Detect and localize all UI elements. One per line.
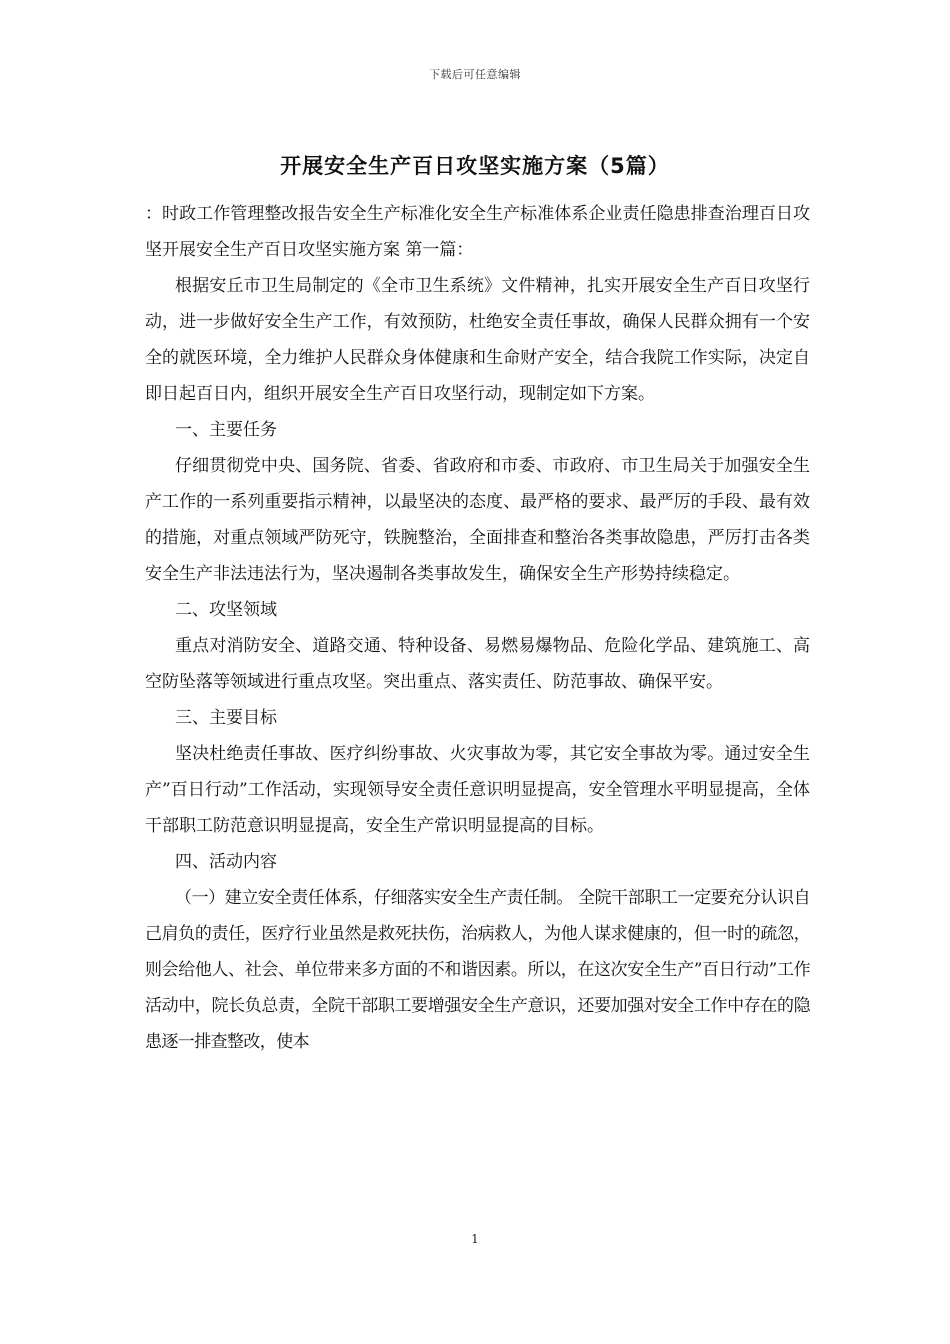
- section-heading: 二、攻坚领域: [175, 600, 277, 620]
- body-paragraph: 坚决杜绝责任事故、医疗纠纷事故、火灾事故为零，其它安全事故为零。通过安全生产”百日行动”工作活动，实现领导安全责任意识明显提高，安全管理水平明显提高，全体干部职工防范意识明显提高，安全生产常识明显提高的目标。: [145, 744, 810, 836]
- header-note: 下载后可任意编辑: [429, 68, 521, 81]
- body-paragraph: 根据安丘市卫生局制定的《全市卫生系统》文件精神，扎实开展安全生产百日攻坚行动，进一步做好安全生产工作，有效预防，杜绝安全责任事故，确保人民群众拥有一个安全的就医环境，全力维护人民群众身体健康和生命财产安全，结合我院工作实际，决定自即日起百日内，组织开展安全生产百日攻坚行动，现制定如下方案。: [145, 276, 810, 404]
- page-number: 1: [471, 1232, 479, 1246]
- body-paragraph: 仔细贯彻党中央、国务院、省委、省政府和市委、市政府、市卫生局关于加强安全生产工作的一系列重要指示精神，以最坚决的态度、最严格的要求、最严厉的手段、最有效的措施，对重点领域严防死守，铁腕整治，全面排查和整治各类事故隐患，严厉打击各类安全生产非法违法行为，坚决遏制各类事故发生，确保安全生产形势持续稳定。: [145, 456, 810, 584]
- intro-paragraph: ：时政工作管理整改报告安全生产标准化安全生产标准体系企业责任隐患排查治理百日攻坚开展安全生产百日攻坚实施方案 第一篇：: [145, 204, 810, 260]
- document-title: 开展安全生产百日攻坚实施方案（5篇）: [280, 154, 670, 178]
- section-heading: 三、主要目标: [175, 708, 277, 728]
- body-paragraph: 重点对消防安全、道路交通、特种设备、易燃易爆物品、危险化学品、建筑施工、高空防坠落等领域进行重点攻坚。突出重点、落实责任、防范事故、确保平安。: [145, 636, 810, 692]
- document-body: [145, 196, 810, 1060]
- body-paragraph: （一）建立安全责任体系，仔细落实安全生产责任制。 全院干部职工一定要充分认识自己肩负的责任，医疗行业虽然是救死扶伤，治病救人，为他人谋求健康的，但一时的疏忽，则会给他人、社会、单位带来多方面的不和谐因素。所以，在这次安全生产”百日行动”工作活动中，院长负总责，全院干部职工要增强安全生产意识，还要加强对安全工作中存在的隐患逐一排查整改，使本: [145, 888, 810, 1052]
- section-heading: 四、活动内容: [175, 852, 277, 872]
- section-heading: 一、主要任务: [175, 420, 277, 440]
